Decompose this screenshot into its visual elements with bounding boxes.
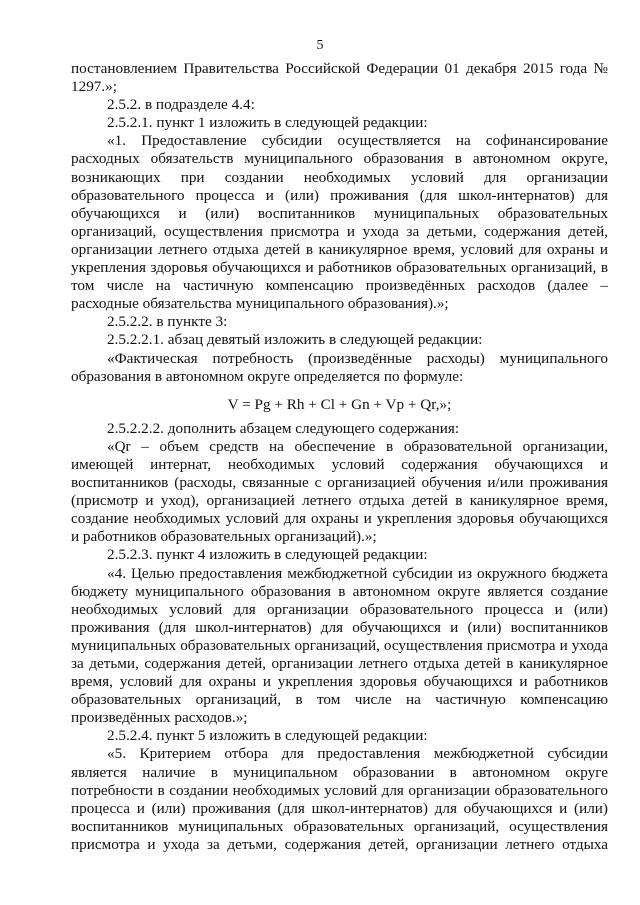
paragraph-continuation: постановлением Правительства Российской Федерации 01 декабря 2015 года № 1297.»; (71, 60, 608, 96)
paragraph-point-1-text: «1. Предоставление субсидии осуществляется на софинансирование расходных обязательств муниципального образования в автономном округе, возникающих при создании необходимых условий для организации образовательного процесса и (или) проживания (для школ-интернатов) для обучающихся и (или) воспитанников муниципальных образовательных организаций, осуществления присмотра и ухода за детьми, содержания детей, организации летнего отдыха детей в каникулярное время, условий для охраны и укрепления здоровья обучающихся и работников образовательных организаций, в том числе на частичную компенсацию произведённых расходов (далее – расходные обязательства муниципального образования).»; (71, 132, 608, 313)
paragraph-2-5-2-2-2: 2.5.2.2.2. дополнить абзацем следующего содержания: (107, 419, 460, 437)
paragraph-2-5-2: 2.5.2. в подразделе 4.4: (107, 96, 255, 114)
formula: V = Pg + Rh + Cl + Gn + Vp + Qr,»; (227, 395, 452, 413)
paragraph-2-5-2-2: 2.5.2.2. в пункте 3: (107, 313, 228, 331)
document-body (71, 60, 608, 854)
page-number: 5 (316, 38, 324, 53)
paragraph-point-4-text: «4. Целью предоставления межбюджетной субсидии из окружного бюджета бюджету муниципального образования в автономном округе является создание необходимых условий для организации образовательного процесса и (или) проживания (для школ-интернатов) для обучающихся и (или) воспитанников муниципальных образовательных организаций, осуществления присмотра и ухода за детьми, содержания детей, организации летнего отдыха детей в каникулярное время, условий для охраны и укрепления здоровья обучающихся и работников образовательных организаций, в том числе на частичную компенсацию произведённых расходов.»; (71, 564, 608, 727)
paragraph-qr-definition: «Qr – объем средств на обеспечение в образовательной организации, имеющей интернат, необходимых условий содержания обучающихся и воспитанников (расходы, связанные с организацией обучения и/или проживания (присмотр и уход), организацией летнего отдыха детей в каникулярное время, создание необходимых условий для охраны и укрепления здоровья обучающихся и работников образовательных организаций).»; (71, 437, 608, 546)
paragraph-point-5-text: «5. Критерием отбора для предоставления межбюджетной субсидии является наличие в муниципальном образовании в автономном округе потребности в создании необходимых условий для организации образовательного процесса и (или) проживания (для школ-интернатов) для обучающихся и (или) воспитанников муниципальных образовательных организаций, осуществления присмотра и ухода за детьми, содержания детей, организации летнего отдыха (71, 745, 608, 853)
paragraph-2-5-2-2-1: 2.5.2.2.1. абзац девятый изложить в следующей редакции: (107, 331, 483, 349)
paragraph-2-5-2-1: 2.5.2.1. пункт 1 изложить в следующей редакции: (107, 114, 428, 132)
paragraph-2-5-2-4: 2.5.2.4. пункт 5 изложить в следующей редакции: (107, 727, 428, 745)
paragraph-actual-need: «Фактическая потребность (произведённые расходы) муниципального образования в автономном округе определяется по формуле: (71, 349, 608, 385)
paragraph-2-5-2-3: 2.5.2.3. пункт 4 изложить в следующей редакции: (107, 546, 428, 564)
